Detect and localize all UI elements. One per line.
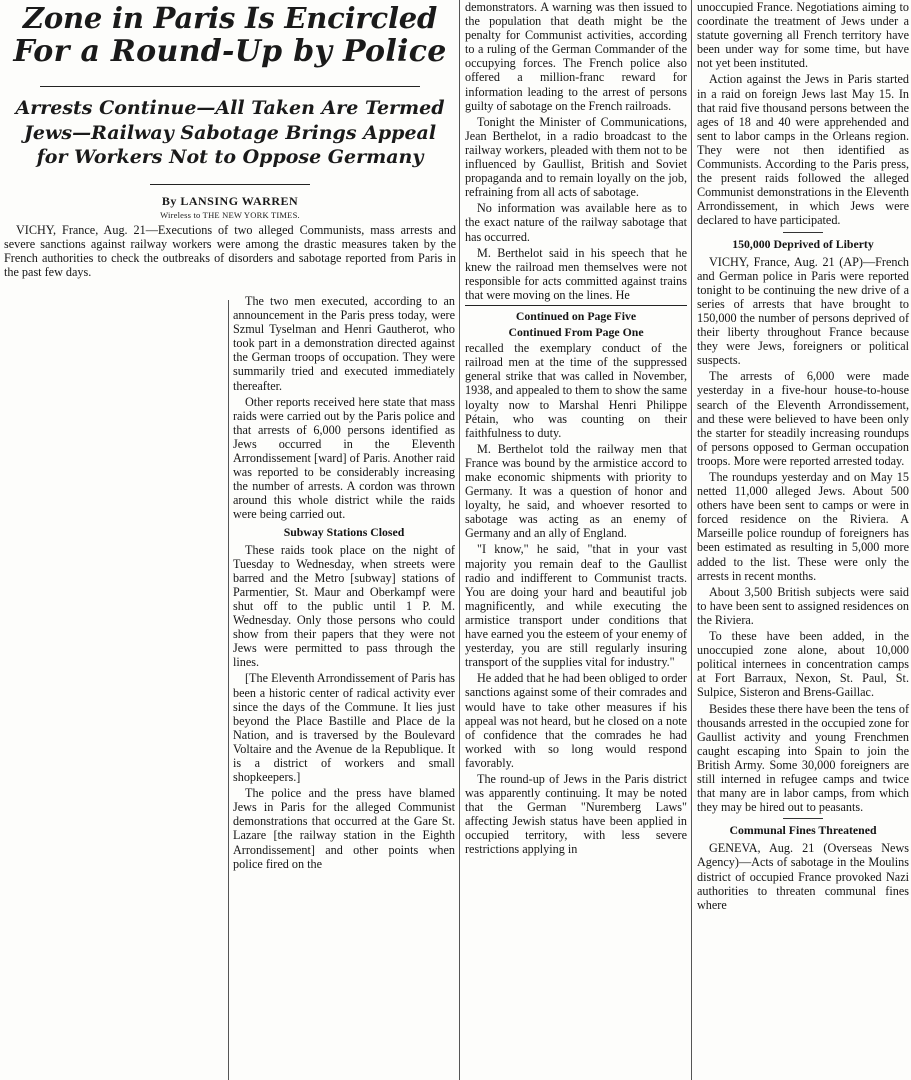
- col2-paragraph-4: M. Berthelot said in his speech that he knew the railroad men themselves were not responsible for acts committed against trains that were moving on the lines. He: [465, 245, 687, 302]
- continued-from-label: Continued From Page One: [508, 325, 644, 340]
- col1-paragraph-2: Other reports received here state that mass raids were carried out by the Paris police and that arrests of 6,000 persons identified as Jews occurred in the Eleventh Arrondissement [ward] of Paris. Another raid was reported to be considerably increasing the number of arrests. A cordon was thrown around this whole district while the raids were being carried out.: [233, 394, 455, 522]
- col3-divider-2: [783, 818, 823, 819]
- col1-paragraph-1: The two men executed, according to an announcement in the Paris press today, were Szmul Tyselman and Henri Gautherot, who took part in a demonstration directed against the German troops of occupation. They were summarily tried and executed immediately thereafter.: [233, 294, 455, 393]
- col3-paragraph-3: VICHY, France, Aug. 21 (AP)—French and German police in Paris were reported tonight to be continuing the new drive of a series of arrests that have brought to 150,000 the number of persons deprived of their liberty throughout France because they were Jews, foreigners or political suspects.: [697, 254, 909, 368]
- col3-paragraph-7: To these have been added, in the unoccupied zone alone, about 10,000 political internees in concentration camps at Fort Barraux, Nexon, St. Paul, St. Sulpice, Sisteron and Brens-Gaillac.: [697, 629, 909, 700]
- lede-text: VICHY, France, Aug. 21—Executions of two alleged Communists, mass arrests and severe sanctions against railway workers were among the drastic measures taken by the French authorities to check the outbreaks of disorders and sabotage reported from Paris in the past few days.: [4, 223, 456, 280]
- col3-subhead-2: Communal Fines Threatened: [729, 823, 877, 838]
- col2-paragraph-7: "I know," he said, "that in your vast majority you remain deaf to the Gaullist radio and indifferent to Communist tracts. You are doing your hard and beautiful job magnificently, and while executing the armistice transport under conditions that have earned you the esteem of your enemy of yesterday, you are still regularly insuring transport of the supplies vital for industry.": [465, 542, 687, 670]
- wireless-credit: Wireless to THE NEW YORK TIMES.: [160, 210, 300, 220]
- lede-paragraph: [4, 223, 456, 279]
- continued-on-label: Continued on Page Five: [515, 308, 637, 323]
- col3-divider-1: [783, 232, 823, 233]
- col3-subhead-1: 150,000 Deprived of Liberty: [732, 236, 874, 251]
- col3-paragraph-1: unoccupied France. Negotiations aiming to coordinate the treatment of Jews under a statute governing all French territory have been under way for some time, but have not yet been instituted.: [697, 0, 909, 71]
- column-3: [697, 0, 909, 914]
- col3-paragraph-8: Besides these there have been the tens of thousands arrested in the occupied zone for Gaullist activity and young Frenchmen caught escaping into Spain to join the British Army. Some 30,000 foreigners are still interned in refugee camps and twice that many are in labor camps, from which they may be hired out to peasants.: [697, 701, 909, 815]
- col2-paragraph-8: He added that he had been obliged to order sanctions against some of their comrades and would have to take other measures if his appeal was not heard, but he closed on a note of confidence that the comrades he had worked with so long would respond favorably.: [465, 671, 687, 770]
- column-rule-1: [228, 300, 229, 1080]
- headline-line-2: For a Round-Up by Police: [13, 33, 447, 69]
- continued-divider: [465, 305, 687, 306]
- column-rule-2: [459, 0, 460, 1080]
- subheadline-line-1: Arrests Continue—All Taken Are Termed: [15, 97, 445, 119]
- col1-paragraph-5: The police and the press have blamed Jews in Paris for the alleged Communist demonstrations that occurred at the Gare St. Lazare [the railway station in the Eighth Arrondissement] and other points when police fired on the: [233, 786, 455, 871]
- col1-paragraph-4: [The Eleventh Arrondissement of Paris has been a historic center of radical activity ever since the days of the Commune. It lies just beyond the Place Bastille and Place de la Nation, and is traversed by the Boulevard Voltaire and the Avenue de la Republique. It is a district of workers and small shopkeepers.]: [233, 671, 455, 785]
- subheadline-line-3: for Workers Not to Oppose Germany: [36, 146, 424, 169]
- column-rule-3: [691, 0, 692, 1080]
- col2-paragraph-6: M. Berthelot told the railway men that France was bound by the armistice accord to make economic shipments with priority to Germany. It was a question of honor and loyalty, he said, and whoever resorted to sabotage was acting as an enemy of Germany and an ally of England.: [465, 441, 687, 541]
- col1-paragraph-3: These raids took place on the night of Tuesday to Wednesday, when streets were barred and the Metro [subway] stations of Parmentier, St. Maur and Oberkampf were shut off to the public until 1 P. M. Wednesday. Only those persons who could show from their papers that they were not Jews were permitted to pass through the lines.: [233, 542, 455, 670]
- col3-paragraph-9: GENEVA, Aug. 21 (Overseas News Agency)—Acts of sabotage in the Moulins district of occupied France provoked Nazi authorities to threaten communal fines where: [697, 841, 909, 912]
- column-1: [233, 294, 455, 873]
- subheadline: [4, 96, 456, 170]
- col2-paragraph-9: The round-up of Jews in the Paris district was apparently continuing. It may be noted that the German "Nuremberg Laws" affecting Jewish status have been applied in occupied territory, with less severe restrictions applying in: [465, 771, 687, 857]
- byline: By LANSING WARREN: [161, 194, 299, 208]
- column-2: [465, 0, 687, 859]
- col1-subhead: Subway Stations Closed: [283, 524, 405, 539]
- col3-paragraph-2: Action against the Jews in Paris started in a raid on foreign Jews last May 15. In that raid five thousand persons between the ages of 18 and 40 were apprehended and sent to labor camps in the Orleans region. They were not then identified as Communists. According to the Paris press, the present raids followed the alleged Communist demonstrations in the Eleventh Arrondissement, in which Jews were declared to have participated.: [697, 72, 909, 228]
- headline-line-1: Zone in Paris Is Encircled: [22, 1, 438, 35]
- col3-paragraph-6: About 3,500 British subjects were said to have been sent to assigned residences on the Riviera.: [697, 584, 909, 627]
- col3-paragraph-5: The roundups yesterday and on May 15 netted 11,000 alleged Jews. About 500 others have been sent to camps or were in forced residence on the Riviera. A Marseille police roundup of foreigners has been estimated as resulting in 5,000 more added to the list. These were only the arrests in recent months.: [697, 470, 909, 583]
- col3-paragraph-4: The arrests of 6,000 were made yesterday in a five-hour house-to-house search of the Eleventh Arrondissement, and these were believed to have been only the starter for steadily increasing roundups of persons opposed to German occupation troops. More were reported arrested today.: [697, 369, 909, 468]
- col2-paragraph-2: Tonight the Minister of Communications, Jean Berthelot, in a radio broadcast to the railway workers, pleaded with them not to be influenced by Gaullist, British and Soviet propaganda and to remain loyally on the job, refraining from all acts of sabotage.: [465, 114, 687, 200]
- headline-divider: [40, 86, 420, 87]
- subheadline-line-2: Jews—Railway Sabotage Brings Appeal: [23, 121, 437, 144]
- subhead-divider: [150, 184, 310, 185]
- col2-paragraph-3: No information was available here as to the exact nature of the railway sabotage that has occurred.: [465, 201, 687, 244]
- headline: [4, 2, 456, 69]
- col2-paragraph-5: recalled the exemplary conduct of the railroad men at the time of the suppressed general strike that was called in November, 1938, and appealed to them to show the same loyalty now to Marshal Henri Philippe Pétain, who was counting on their faithfulness to duty.: [465, 341, 687, 440]
- col2-paragraph-1: demonstrators. A warning was then issued to the population that death might be the penalty for Communist activities, according to a ruling of the German Commander of the occupying forces. The French police also offered a million-franc reward for information leading to the arrest of persons guilty of sabotage on the French railroads.: [465, 0, 687, 113]
